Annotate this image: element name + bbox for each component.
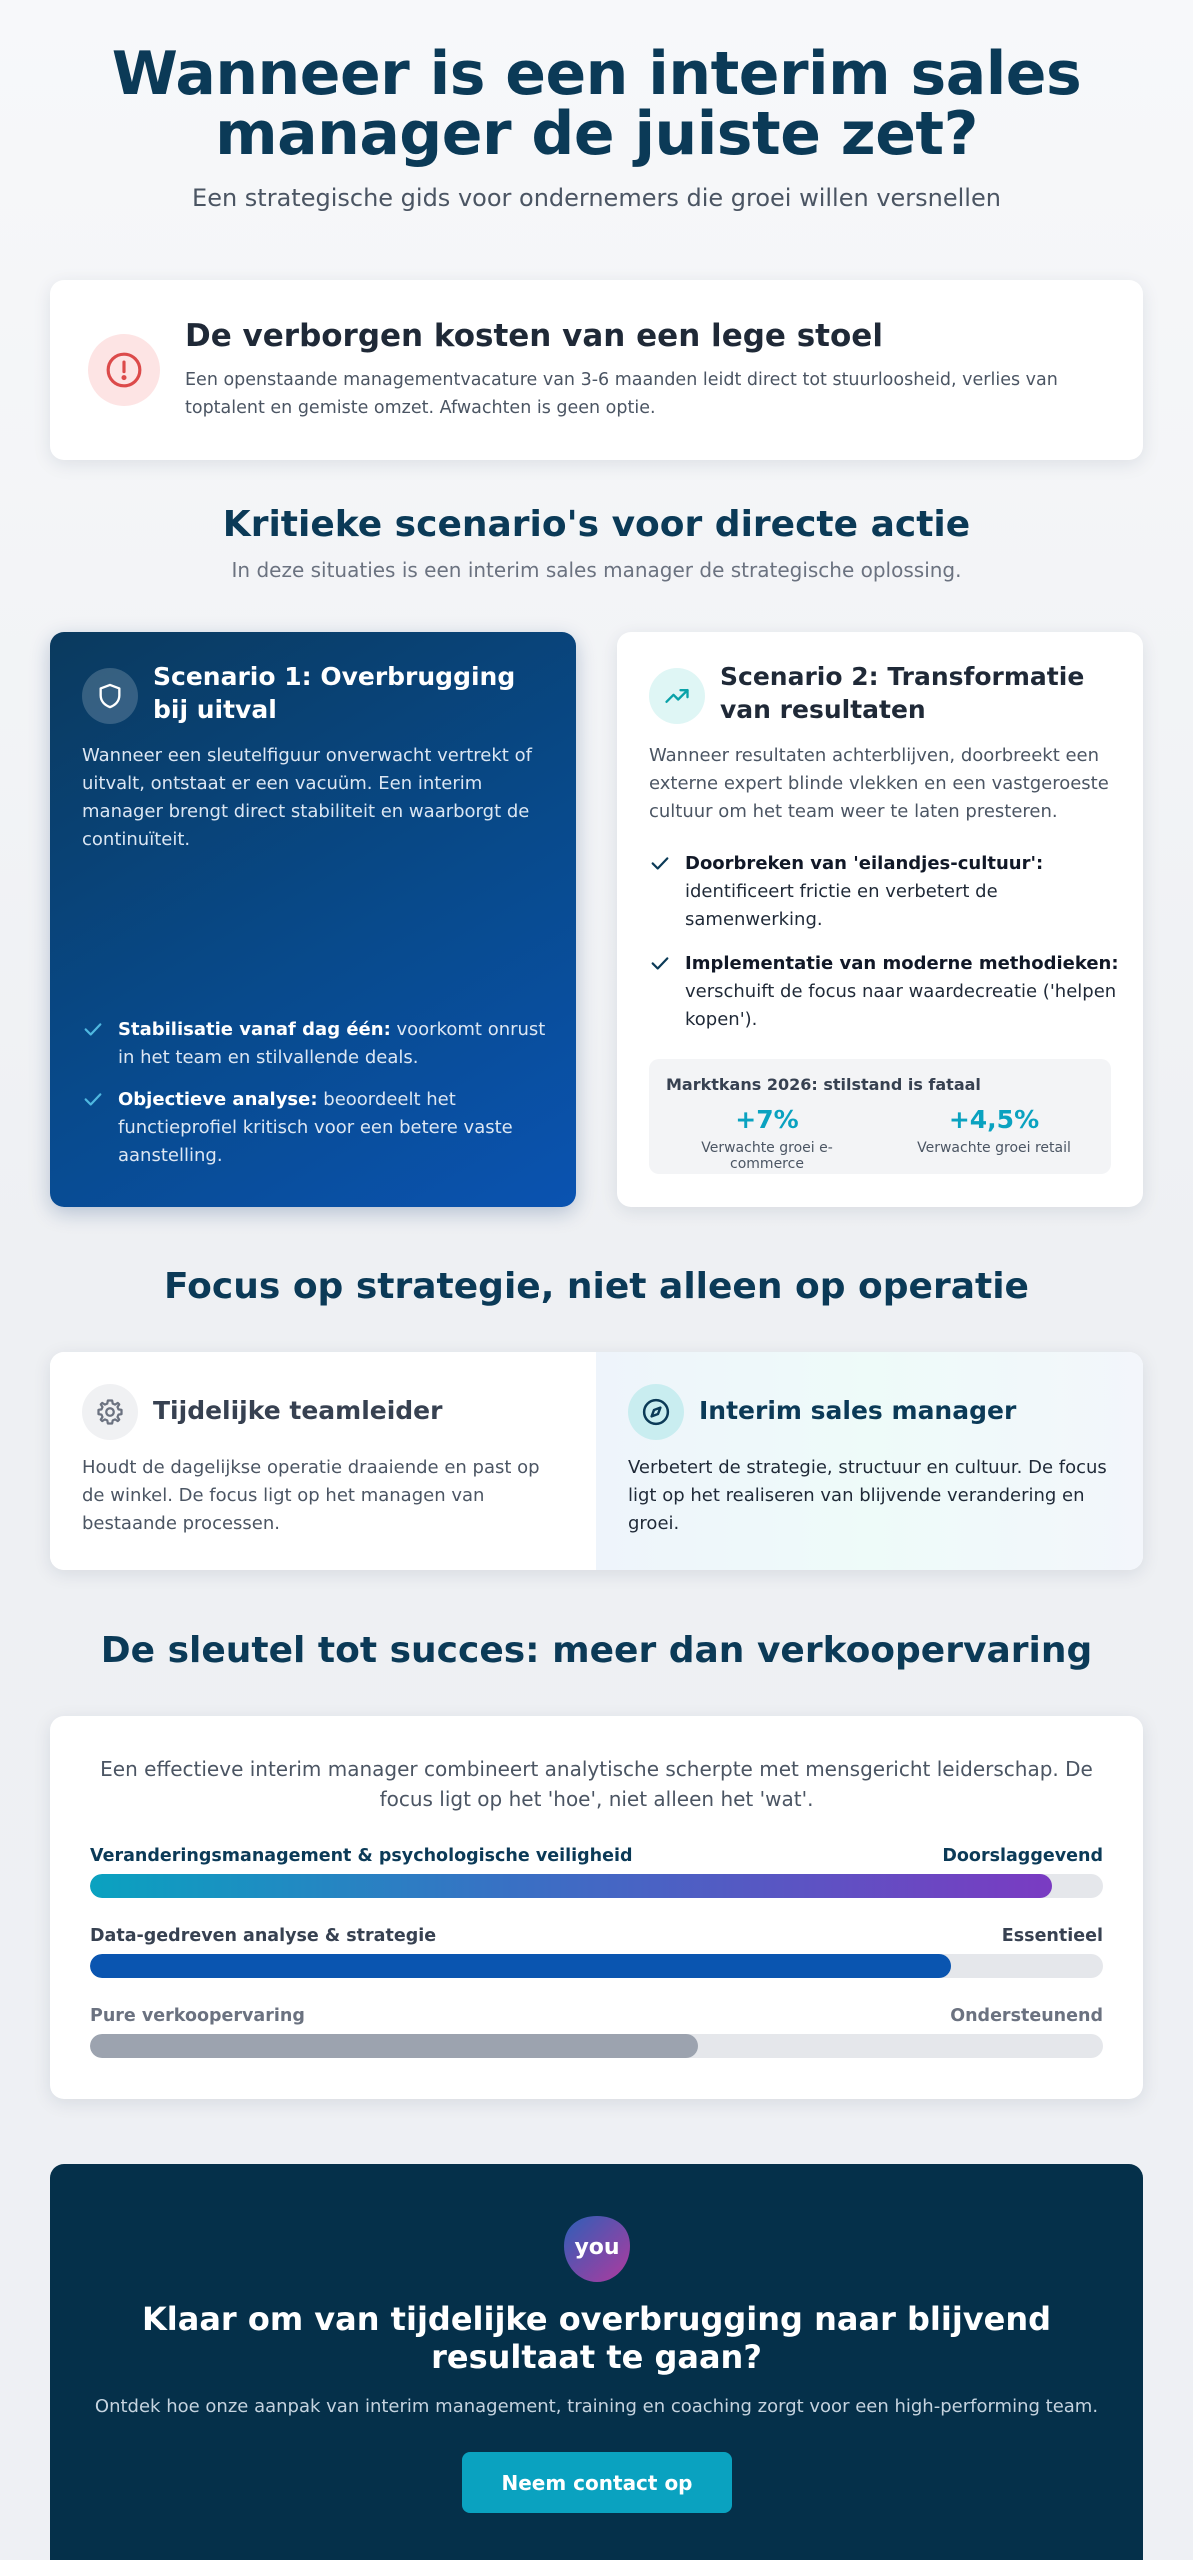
skill-row [90, 1846, 1103, 1898]
focus-title: Focus op strategie, niet alleen op operatie [164, 1266, 1029, 1307]
title-line-2: manager de juiste zet? [215, 99, 978, 169]
skills-title: De sleutel tot succes: meer dan verkoopervaring [100, 1630, 1093, 1671]
scenario-1-card [50, 632, 576, 1207]
skill-level: Doorslaggevend [942, 1846, 1103, 1866]
shield-icon [82, 668, 138, 724]
check-icon [82, 1018, 104, 1040]
list-item [82, 1086, 552, 1170]
skills-card [50, 1716, 1143, 2099]
stat-value: +4,5% [948, 1105, 1040, 1134]
stat-label: Verwachte groei e-commerce [701, 1140, 833, 1172]
title-line-1: Wanneer is een interim sales [111, 39, 1082, 109]
point-bold: Doorbreken van 'eilandjes-cultuur': [685, 853, 1044, 874]
teamleader-title: Tijdelijke teamleider [153, 1396, 443, 1425]
point-text: verschuift de focus naar waardecreatie ('helpen kopen'). [685, 981, 1117, 1030]
point-bold: Objectieve analyse: [118, 1089, 318, 1110]
cta-subtitle: Ontdek hoe onze aanpak van interim management, training en coaching zorgt voor een high-performing team. [94, 2396, 1099, 2417]
hidden-cost-card [50, 280, 1143, 460]
hidden-cost-title: De verborgen kosten van een lege stoel [185, 318, 883, 354]
scenario-1-title: Scenario 1: Overbrugging bij uitval [153, 662, 516, 724]
focus-comparison-card [50, 1352, 1143, 1570]
stat-value: +7% [735, 1105, 799, 1134]
you-logo [560, 2212, 634, 2286]
alert-circle-icon [88, 334, 160, 406]
scenario-2-card [617, 632, 1143, 1207]
interim-manager-text: Verbetert de strategie, structuur en cultuur. De focus ligt op het realiseren van blijvende verandering en groei. [628, 1457, 1107, 1534]
scenario-2-description: Wanneer resultaten achterblijven, doorbreekt een externe expert blinde vlekken en een vastgeroeste cultuur om het team weer te laten presteren. [649, 745, 1109, 822]
contact-button[interactable]: Neem contact op [462, 2452, 732, 2513]
scenario-1-points [82, 1016, 552, 1184]
gear-icon [82, 1384, 138, 1440]
cta-title: Klaar om van tijdelijke overbrugging naar blijvend resultaat te gaan? [141, 2300, 1052, 2376]
list-item [649, 950, 1119, 1034]
scenarios-title: Kritieke scenario's voor directe actie [222, 504, 971, 545]
stat-ecommerce [667, 1105, 867, 1172]
skill-fill-bar [90, 1954, 951, 1978]
skill-track [90, 1954, 1103, 1978]
check-icon [82, 1088, 104, 1110]
point-text: voorkomt onrust in het team en stilvallende deals. [118, 1019, 546, 1068]
stat-label: Verwachte groei retail [917, 1140, 1071, 1156]
logo-text: you [574, 2235, 620, 2260]
scenario-2-points [649, 850, 1119, 1048]
skill-name: Veranderingsmanagement & psychologische veiligheid [90, 1846, 633, 1866]
skill-fill-bar [90, 2034, 698, 2058]
point-bold: Implementatie van moderne methodieken: [685, 953, 1119, 974]
point-text: identificeert frictie en verbetert de samenwerking. [685, 881, 998, 930]
page-title [50, 39, 1143, 169]
check-icon [649, 952, 671, 974]
skills-intro: Een effectieve interim manager combineert analytische scherpte met mensgericht leiderschap. De focus ligt op het 'hoe', niet alleen het 'wat'. [100, 1757, 1093, 1811]
compass-icon [628, 1384, 684, 1440]
skill-name: Data-gedreven analyse & strategie [90, 1926, 437, 1946]
stat-retail [894, 1105, 1094, 1156]
skill-fill-bar [90, 1874, 1052, 1898]
point-bold: Stabilisatie vanaf dag één: [118, 1019, 391, 1040]
skill-track [90, 2034, 1103, 2058]
hidden-cost-text: Een openstaande managementvacature van 3-6 maanden leidt direct tot stuurloosheid, verlies van toptalent en gemiste omzet. Afwachten is geen optie. [185, 370, 1058, 418]
skill-row [90, 1926, 1103, 1978]
skill-level: Essentieel [1001, 1926, 1103, 1946]
scenarios-subtitle: In deze situaties is een interim sales manager de strategische oplossing. [231, 558, 962, 582]
check-icon [649, 852, 671, 874]
temporary-teamleader-panel [50, 1352, 596, 1570]
skill-level: Ondersteunend [950, 2006, 1103, 2026]
teamleader-text: Houdt de dagelijkse operatie draaiende en past op de winkel. De focus ligt op het managen van bestaande processen. [82, 1457, 540, 1534]
page-subtitle: Een strategische gids voor ondernemers die groei willen versnellen [192, 184, 1001, 212]
interim-manager-panel [596, 1352, 1143, 1570]
scenario-2-title: Scenario 2: Transformatie van resultaten [720, 662, 1085, 724]
skill-name: Pure verkoopervaring [90, 2006, 305, 2026]
point-text: beoordeelt het functieprofiel kritisch voor een betere vaste aanstelling. [118, 1089, 513, 1166]
skill-row [90, 2006, 1103, 2058]
list-item [649, 850, 1119, 934]
market-opportunity-box [649, 1059, 1111, 1174]
interim-manager-title: Interim sales manager [699, 1396, 1017, 1425]
market-title: Marktkans 2026: stilstand is fataal [666, 1075, 981, 1094]
cta-section [50, 2164, 1143, 2560]
skill-track [90, 1874, 1103, 1898]
list-item [82, 1016, 552, 1072]
scenario-1-description: Wanneer een sleutelfiguur onverwacht vertrekt of uitvalt, ontstaat er een vacuüm. Een interim manager brengt direct stabiliteit en waarborgt de continuïteit. [82, 745, 532, 850]
trending-up-icon [649, 668, 705, 724]
